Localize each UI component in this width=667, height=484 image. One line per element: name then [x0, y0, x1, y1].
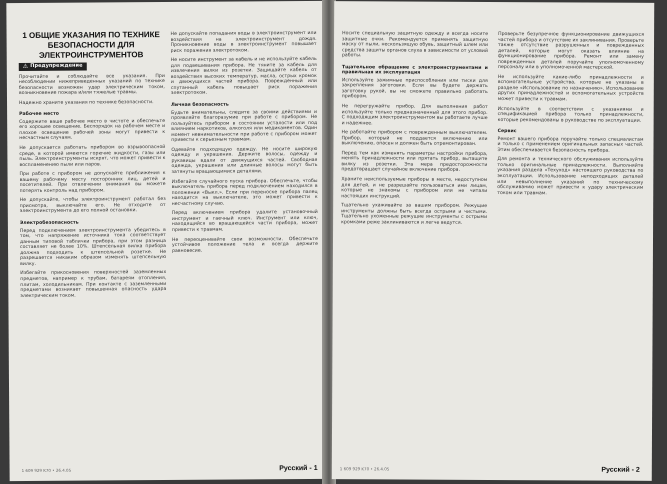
warning-triangle-icon: ⚠ — [22, 62, 29, 71]
paragraph: Используйте в соответствии с указаниями и спецификацией прибора только принадлежности, которые рекомендованы в руководстве по эксплуатации. — [497, 106, 644, 124]
section-heading: Личная безопасность — [171, 102, 229, 108]
paragraph: Ремонт вашего прибора поручайте только специалистам и только с применением оригинальных запасных частей. Этим обеспечивается безопасность прибора. — [497, 136, 644, 154]
paragraph: Храните неиспользуемые приборы в месте, недоступном для детей, и не разрешайте пользоваться ими лицам, которые не знакомы с прибором или не читали настоящих инструкций. — [341, 177, 488, 200]
right-page — [332, 1, 654, 481]
section-heading: Тщательное обращение с электроинструментами и правильная их эксплуатация — [341, 64, 488, 76]
page-number: Русский - 2 — [601, 466, 640, 474]
paragraph: Избегайте прикосновения поверхностей заземленных предметов, например к трубам, батареям отопления, плитам, холодильникам. При контакте с заземленными предметами возникает повышенная опасность удара электрическим током. — [20, 270, 167, 299]
paragraph: Прочитайте и соблюдайте все указания. При несоблюдении нижеприведенных указаний по технике безопасности возможен удар электрическим током, возникновение пожара и/или тяжелые травмы. — [18, 73, 165, 97]
right-page-column-1 — [341, 31, 488, 230]
doc-code: 1 609 929 K70 • 26.4.05 — [21, 467, 72, 473]
paragraph: Не допускайте, чтобы электроинструмент работал без присмотра, выключайте его. Не отходите от электроинструмента до его полной остановки. — [19, 197, 166, 215]
section-heading: Сервис — [497, 129, 517, 135]
paragraph: Будьте внимательны, следите за своими действиями и проявляйте благоразумие при работе с прибором. Не пользуйтесь прибором в состоянии усталости или под влиянием наркотиков, алкоголя или медикаментов. Один момент невнимательности при работе с прибором может привести к серьезным травмам. — [171, 109, 318, 144]
paragraph: Не работайте прибором с поврежденным выключателем. Прибор, который не поддается включению или выключению, опасен и должен быть отремонтирован. — [341, 130, 488, 148]
paragraph: При работе с прибором не допускайте приближения к вашему рабочему месту посторонних лиц, детей и посетителей. При отвлечении внимания вы можете потерять контроль над прибором. — [19, 171, 166, 194]
paragraph: Проверьте безупречное функционирование движущихся частей прибора и отсутствие их заклинивания. Проверьте также отсутствие разрушенных и поврежденных деталей, которые могут оказать влияние на функционирование прибора. Ремонт или замену поврежденных деталей поручайте уполномоченному персоналу или в уполномоченной мастерской. — [497, 32, 645, 71]
paragraph: Тщательно ухаживайте за вашим прибором. Режущие инструменты должны быть всегда острыми и чистыми. Тщательно ухоженные режущие инструменты с острыми кромками реже заклиниваются и легче ведутся. — [341, 203, 488, 226]
caution-label: Предупреждение — [30, 62, 83, 69]
paragraph: Не носите инструмент за кабель и не используйте кабель для подвешивания прибора. Не тяните за кабель для извлечения вилки из розетки. Защищайте кабель от воздействия высоких температур, масла, острых кромок и движущихся частей прибора. Поврежденный или спутанный кабель повышает риск поражения электротоком. — [170, 57, 317, 97]
paragraph: Не перегружайте прибор. Для выполнения работ используйте только предназначенный для этого прибор. С подходящим электроинструментом вы работаете лучше и надежнее. — [341, 104, 488, 127]
paragraph: Не допускается работать прибором во взрывоопасной среде, в которой имеются горючие жидкости, газы или пыль. Электроинструменты искрят, что может привести к воспламенению пыли или паров. — [19, 145, 166, 168]
caution-banner — [19, 63, 87, 71]
left-page-column-2 — [171, 31, 319, 258]
paragraph: Для ремонта и технического обслуживания используйте только оригинальные принадлежности. Выполняйте указания раздела «Техуход» настоящего руководства по эксплуатации. Использование неподходящих деталей или невыполнение указаний по техническому обслуживанию может привести к удару электрическим током или травмам. — [497, 157, 644, 196]
paragraph: Используйте зажимные приспособления или тиски для закрепления заготовки. Если вы будете держать заготовку рукой, вы не сможете правильно работать прибором. — [341, 78, 488, 100]
right-footer — [340, 463, 640, 475]
section-heading: Рабочее место — [19, 112, 60, 118]
left-page — [6, 1, 327, 481]
paragraph: Не используйте какие-либо принадлежности и вспомогательные устройства, которые не указаны в разделе «Использование по назначению». Использование других принадлежностей и вспомогательных устройств может привести к травмам. — [497, 74, 644, 103]
doc-code: 1 609 929 K70 • 26.4.05 — [339, 465, 390, 471]
paragraph: Содержите ваше рабочее место в чистоте и обеспечьте его хорошее освещение. Беспорядок на рабочем месте и плохое освещение рабочей зоны могут привести к несчастным случаям. — [19, 118, 166, 142]
page-number: Русский - 1 — [279, 464, 318, 472]
left-footer — [22, 463, 318, 475]
paragraph: Перед подключением электроинструмента убедитесь в том, что напряжение источника тока соответствует данным типовой таблички прибора, при этом разница составляет не более 10%. Штепсельная вилка прибора должна подходить к штепсельной розетке. Не разрешается никаким образом изменять штепсельную вилку. — [19, 227, 167, 267]
paragraph: Не переоценивайте свои возможности. Обеспечьте устойчивое положение тела и всегда держите равновесие. — [171, 236, 319, 254]
section-title: 1 ОБЩИЕ УКАЗАНИЯ ПО ТЕХНИКЕ БЕЗОПАСНОСТИ ДЛЯ ЭЛЕКТРОИНСТРУМЕНТОВ — [22, 30, 160, 60]
paragraph: Не допускайте попадания воды в электроинструмент или воздействия на электроинструмент дождя. Проникновение воды в электроинструмент повышает риск поражения электротоком. — [170, 30, 317, 54]
paragraph: Надежно храните указания по технике безопасности. — [19, 99, 154, 106]
paragraph: Избегайте случайного пуска прибора. Обеспечьте, чтобы выключатель прибора перед подключением находился в положении «Выкл.». Если при переноске прибора палец находится на выключателе, это может привести к несчастному случаю. — [171, 178, 318, 207]
paragraph: Перед включением прибора удалите установочный инструмент и гаечный ключ. Инструмент или ключ, находящийся во вращающейся части прибора, может привести к травмам. — [171, 210, 318, 233]
paragraph: Одевайте подходящую одежду. Не носите широкую одежду и украшения. Держите волосы, одежду и рукавицы вдали от движущихся частей. Свободная одежда, украшения или длинные волосы могут быть затянуты вращающимися деталями. — [171, 146, 318, 175]
paragraph: Перед тем как изменять параметры настройки прибора, менять принадлежности или прятать прибор, вытащите вилку из розетки. Эта мера предосторожности предотвращает случайное включение прибора. — [341, 151, 488, 174]
paragraph: Носите специальную защитную одежду и всегда носите защитные очки. Рекомендуется применять защитную маску от пыли, нескользящую обувь, защитный шлем или средства защиты органов слуха в зависимости от условий работы. — [341, 31, 489, 59]
right-page-column-2 — [497, 32, 644, 201]
section-heading: Электробезопасность — [19, 220, 79, 227]
left-page-column-1 — [19, 62, 167, 303]
